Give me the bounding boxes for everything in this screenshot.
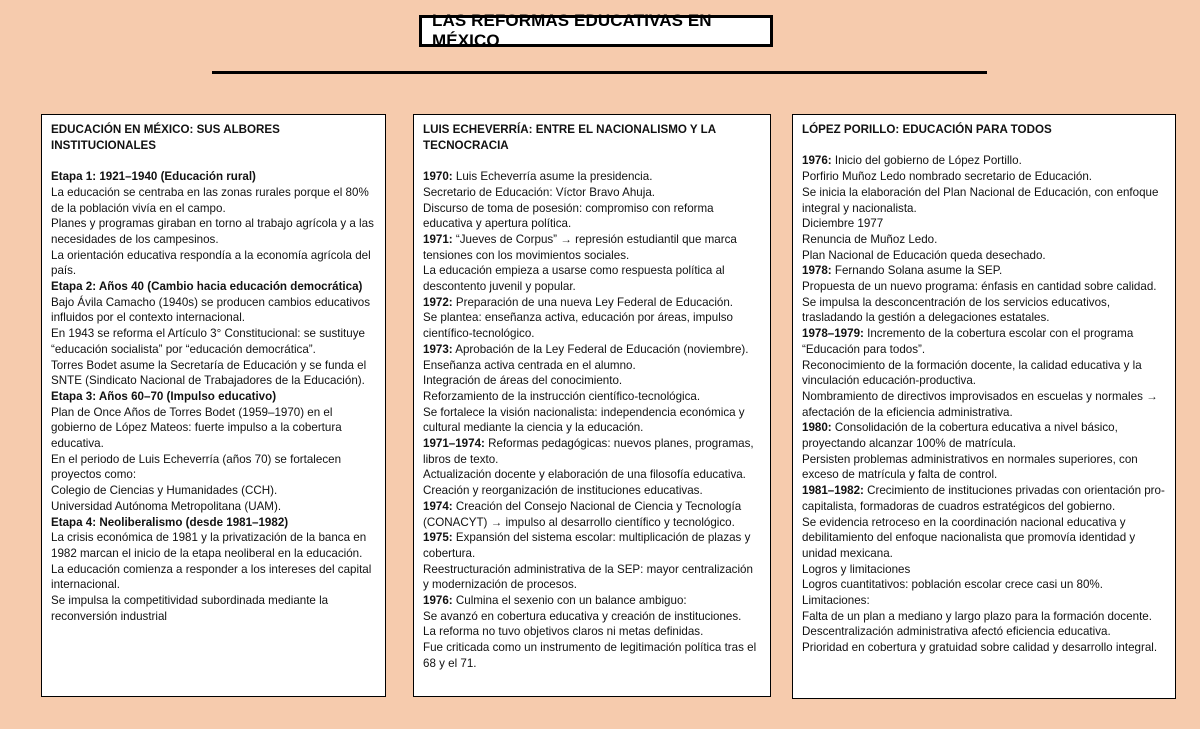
text-line: [423, 624, 761, 640]
body-text: Preparación de una nueva Ley Federal de Educación.: [452, 295, 734, 309]
text-line: [802, 326, 1166, 357]
body-text: Se avanzó en cobertura educativa y creación de instituciones.: [423, 609, 742, 623]
text-line: [802, 358, 1166, 389]
body-text: “Jueves de Corpus” → represión estudiantil que marca tensiones con los movimientos sociales.: [423, 232, 737, 262]
text-line: [423, 530, 761, 561]
text-line: [51, 499, 376, 515]
body-text: Incremento de la cobertura escolar con el programa “Educación para todos”.: [802, 327, 1134, 356]
body-text: Logros cuantitativos: población escolar crece casi un 80%.: [802, 578, 1103, 592]
text-line: [423, 201, 761, 232]
text-line: [802, 577, 1166, 593]
text-line: [51, 515, 376, 531]
text-line: [423, 342, 761, 358]
bold-lead: 1978:: [802, 264, 832, 278]
text-line: [802, 640, 1166, 656]
body-text: Creación y reorganización de instituciones educativas.: [423, 484, 703, 498]
text-line: [802, 389, 1166, 420]
text-line: [802, 216, 1166, 232]
text-line: [51, 562, 376, 593]
text-line: [51, 530, 376, 561]
body-text: Renuncia de Muñoz Ledo.: [802, 232, 938, 246]
body-text: Fue criticada como un instrumento de legitimación política tras el 68 y el 71.: [423, 641, 757, 670]
text-line: [802, 515, 1166, 562]
body-text: En el periodo de Luis Echeverría (años 70) se fortalecen proyectos como:: [51, 452, 342, 482]
text-line: [423, 373, 761, 389]
text-line: [51, 169, 376, 185]
text-line: [802, 452, 1166, 483]
bold-lead: 1971–1974:: [423, 437, 485, 451]
text-line: [423, 640, 761, 671]
text-line: [423, 609, 761, 625]
text-line: [802, 593, 1166, 609]
text-line: [802, 609, 1166, 625]
bold-lead: 1978–1979:: [802, 327, 864, 341]
text-line: [51, 216, 376, 247]
text-line: [802, 483, 1166, 514]
bold-lead: 1970:: [423, 170, 453, 184]
body-text: Plan de Once Años de Torres Bodet (1959–1970) en el gobierno de López Mateos: fuerte impulso a la cobertura educativa.: [51, 405, 342, 451]
body-text: Prioridad en cobertura y gratuidad sobre calidad y desarrollo integral.: [802, 641, 1158, 655]
body-text: Se evidencia retroceso en la coordinación nacional educativa y debilitamiento del enfoque nacionalista que promovía identidad y unidad mexicana.: [802, 515, 1136, 560]
title-divider: [212, 71, 987, 74]
text-line: [423, 310, 761, 341]
bold-lead: 1980:: [802, 421, 832, 435]
text-line: [51, 295, 376, 326]
body-text: Universidad Autónoma Metropolitana (UAM).: [51, 499, 282, 513]
body-text: Descentralización administrativa afectó eficiencia educativa.: [802, 625, 1111, 639]
body-text: Crecimiento de instituciones privadas con orientación pro-capitalista, formadoras de cuadros estratégicos del gobierno.: [802, 484, 1165, 513]
text-line: [802, 169, 1166, 185]
text-line: [802, 295, 1166, 326]
body-text: Limitaciones:: [802, 594, 870, 608]
body-text: Planes y programas giraban en torno al trabajo agrícola y a las necesidades de los campesinos.: [51, 217, 374, 246]
body-text: Se inicia la elaboración del Plan Nacional de Educación, con enfoque integral y nacionalista.: [802, 185, 1159, 215]
body-text: Se impulsa la desconcentración de los servicios educativos, trasladando la gestión a delegaciones estatales.: [802, 295, 1111, 325]
body-text: Se plantea: enseñanza activa, educación por áreas, impulso científico-tecnológico.: [423, 311, 734, 341]
text-line: [423, 232, 761, 263]
body-text: Culmina el sexenio con un balance ambiguo:: [452, 594, 687, 608]
bold-lead: 1971:: [423, 232, 453, 246]
text-line: [51, 452, 376, 483]
column-echeverria: [413, 114, 771, 697]
text-line: [802, 420, 1166, 451]
column-lopez-portillo: [792, 114, 1176, 699]
body-text: Bajo Ávila Camacho (1940s) se producen cambios educativos influidos por el contexto internacional.: [51, 295, 370, 325]
body-text: Reforzamiento de la instrucción científico-tecnológica.: [423, 389, 701, 403]
bold-lead: 1976:: [423, 594, 453, 608]
bold-lead: Etapa 3: Años 60–70 (Impulso educativo): [51, 389, 277, 403]
body-text: Reformas pedagógicas: nuevos planes, programas, libros de texto.: [423, 437, 754, 466]
body-text: Creación del Consejo Nacional de Ciencia y Tecnología (CONACYT) → impulso al desarrollo científico y tecnológico.: [423, 499, 742, 529]
bold-lead: Etapa 2: Años 40 (Cambio hacia educación democrática): [51, 280, 363, 294]
body-text: Discurso de toma de posesión: compromiso con reforma educativa y apertura política.: [423, 201, 714, 231]
page-title: LAS REFORMAS EDUCATIVAS EN MÉXICO: [419, 15, 773, 47]
body-text: Actualización docente y elaboración de una filosofía educativa.: [423, 468, 746, 482]
text-line: [802, 232, 1166, 248]
body-text: Colegio de Ciencias y Humanidades (CCH).: [51, 484, 278, 498]
bold-lead: 1972:: [423, 295, 453, 309]
body-text: La educación se centraba en las zonas rurales porque el 80% de la población vivía en el campo.: [51, 185, 369, 215]
body-text: Enseñanza activa centrada en el alumno.: [423, 358, 636, 372]
text-line: [423, 263, 761, 294]
bold-lead: 1981–1982:: [802, 484, 864, 498]
text-line: [423, 562, 761, 593]
body-text: Aprobación de la Ley Federal de Educación (noviembre).: [452, 342, 749, 356]
body-text: Plan Nacional de Educación queda desechado.: [802, 248, 1046, 262]
body-text: Luis Echeverría asume la presidencia.: [452, 170, 653, 184]
text-line: [51, 405, 376, 452]
text-line: [802, 263, 1166, 279]
text-line: [802, 562, 1166, 578]
bold-lead: 1973:: [423, 342, 453, 356]
text-line: [51, 326, 376, 357]
text-line: [423, 358, 761, 374]
bold-lead: 1976:: [802, 154, 832, 168]
text-line: [423, 185, 761, 201]
text-line: [423, 389, 761, 405]
text-line: [802, 248, 1166, 264]
text-line: [423, 483, 761, 499]
column-albores: [41, 114, 386, 697]
text-line: [51, 279, 376, 295]
body-text: Reestructuración administrativa de la SEP: mayor centralización y modernización de procesos.: [423, 562, 753, 592]
body-text: Fernando Solana asume la SEP.: [831, 264, 1003, 278]
column-title: LUIS ECHEVERRÍA: ENTRE EL NACIONALISMO Y LA TECNOCRACIA: [423, 123, 716, 152]
text-line: [802, 279, 1166, 295]
text-line: [802, 185, 1166, 216]
body-text: Torres Bodet asume la Secretaría de Educación y se funda el SNTE (Sindicato Nacional de Trabajadores de la Educación).: [51, 358, 367, 388]
body-text: Consolidación de la cobertura educativa a nivel básico, proyectando alcanzar 100% de matrícula.: [802, 421, 1118, 451]
text-line: [423, 467, 761, 483]
text-line: [423, 593, 761, 609]
body-text: La educación empieza a usarse como respuesta política al descontento juvenil y popular.: [423, 264, 725, 294]
column-title: EDUCACIÓN EN MÉXICO: SUS ALBORES INSTITUCIONALES: [51, 123, 280, 152]
body-text: La reforma no tuvo objetivos claros ni metas definidas.: [423, 625, 704, 639]
text-line: [51, 593, 376, 624]
body-text: Integración de áreas del conocimiento.: [423, 374, 623, 388]
column-title: LÓPEZ PORILLO: EDUCACIÓN PARA TODOS: [802, 123, 1052, 136]
text-line: [51, 358, 376, 389]
bold-lead: Etapa 1: 1921–1940 (Educación rural): [51, 170, 256, 184]
body-text: Diciembre 1977: [802, 217, 884, 231]
text-line: [51, 248, 376, 279]
text-line: [423, 405, 761, 436]
body-text: Persisten problemas administrativos en normales superiores, con exceso de matrícula y falta de control.: [802, 452, 1138, 482]
text-line: [802, 624, 1166, 640]
text-line: [802, 153, 1166, 169]
body-text: Expansión del sistema escolar: multiplicación de plazas y cobertura.: [423, 531, 751, 560]
text-line: [51, 389, 376, 405]
text-line: [51, 185, 376, 216]
bold-lead: 1974:: [423, 499, 453, 513]
text-line: [51, 483, 376, 499]
body-text: Inicio del gobierno de López Portillo.: [831, 154, 1022, 168]
text-line: [423, 169, 761, 185]
body-text: Logros y limitaciones: [802, 562, 911, 576]
body-text: Propuesta de un nuevo programa: énfasis en cantidad sobre calidad.: [802, 280, 1157, 294]
body-text: Se fortalece la visión nacionalista: independencia económica y cultural mediante la ciencia y la educación.: [423, 405, 745, 435]
text-line: [423, 436, 761, 467]
body-text: La orientación educativa respondía a la economía agrícola del país.: [51, 248, 371, 278]
text-line: [423, 295, 761, 311]
body-text: La crisis económica de 1981 y la privatización de la banca en 1982 marcan el inicio de la etapa neoliberal en la educación.: [51, 531, 367, 560]
body-text: Reconocimiento de la formación docente, la calidad educativa y la vinculación educación-productiva.: [802, 358, 1142, 388]
body-text: Nombramiento de directivos improvisados en escuelas y normales → afectación de la eficiencia administrativa.: [802, 389, 1158, 419]
bold-lead: 1975:: [423, 531, 453, 545]
body-text: Se impulsa la competitividad subordinada mediante la reconversión industrial: [51, 594, 329, 623]
body-text: Falta de un plan a mediano y largo plazo para la formación docente.: [802, 609, 1152, 623]
body-text: En 1943 se reforma el Artículo 3° Constitucional: se sustituye “educación socialista” por “educación democrática”.: [51, 327, 365, 356]
body-text: La educación comienza a responder a los intereses del capital internacional.: [51, 562, 372, 592]
body-text: Secretario de Educación: Víctor Bravo Ahuja.: [423, 185, 656, 199]
text-line: [423, 499, 761, 530]
body-text: Porfirio Muñoz Ledo nombrado secretario de Educación.: [802, 170, 1093, 184]
bold-lead: Etapa 4: Neoliberalismo (desde 1981–1982): [51, 515, 289, 529]
